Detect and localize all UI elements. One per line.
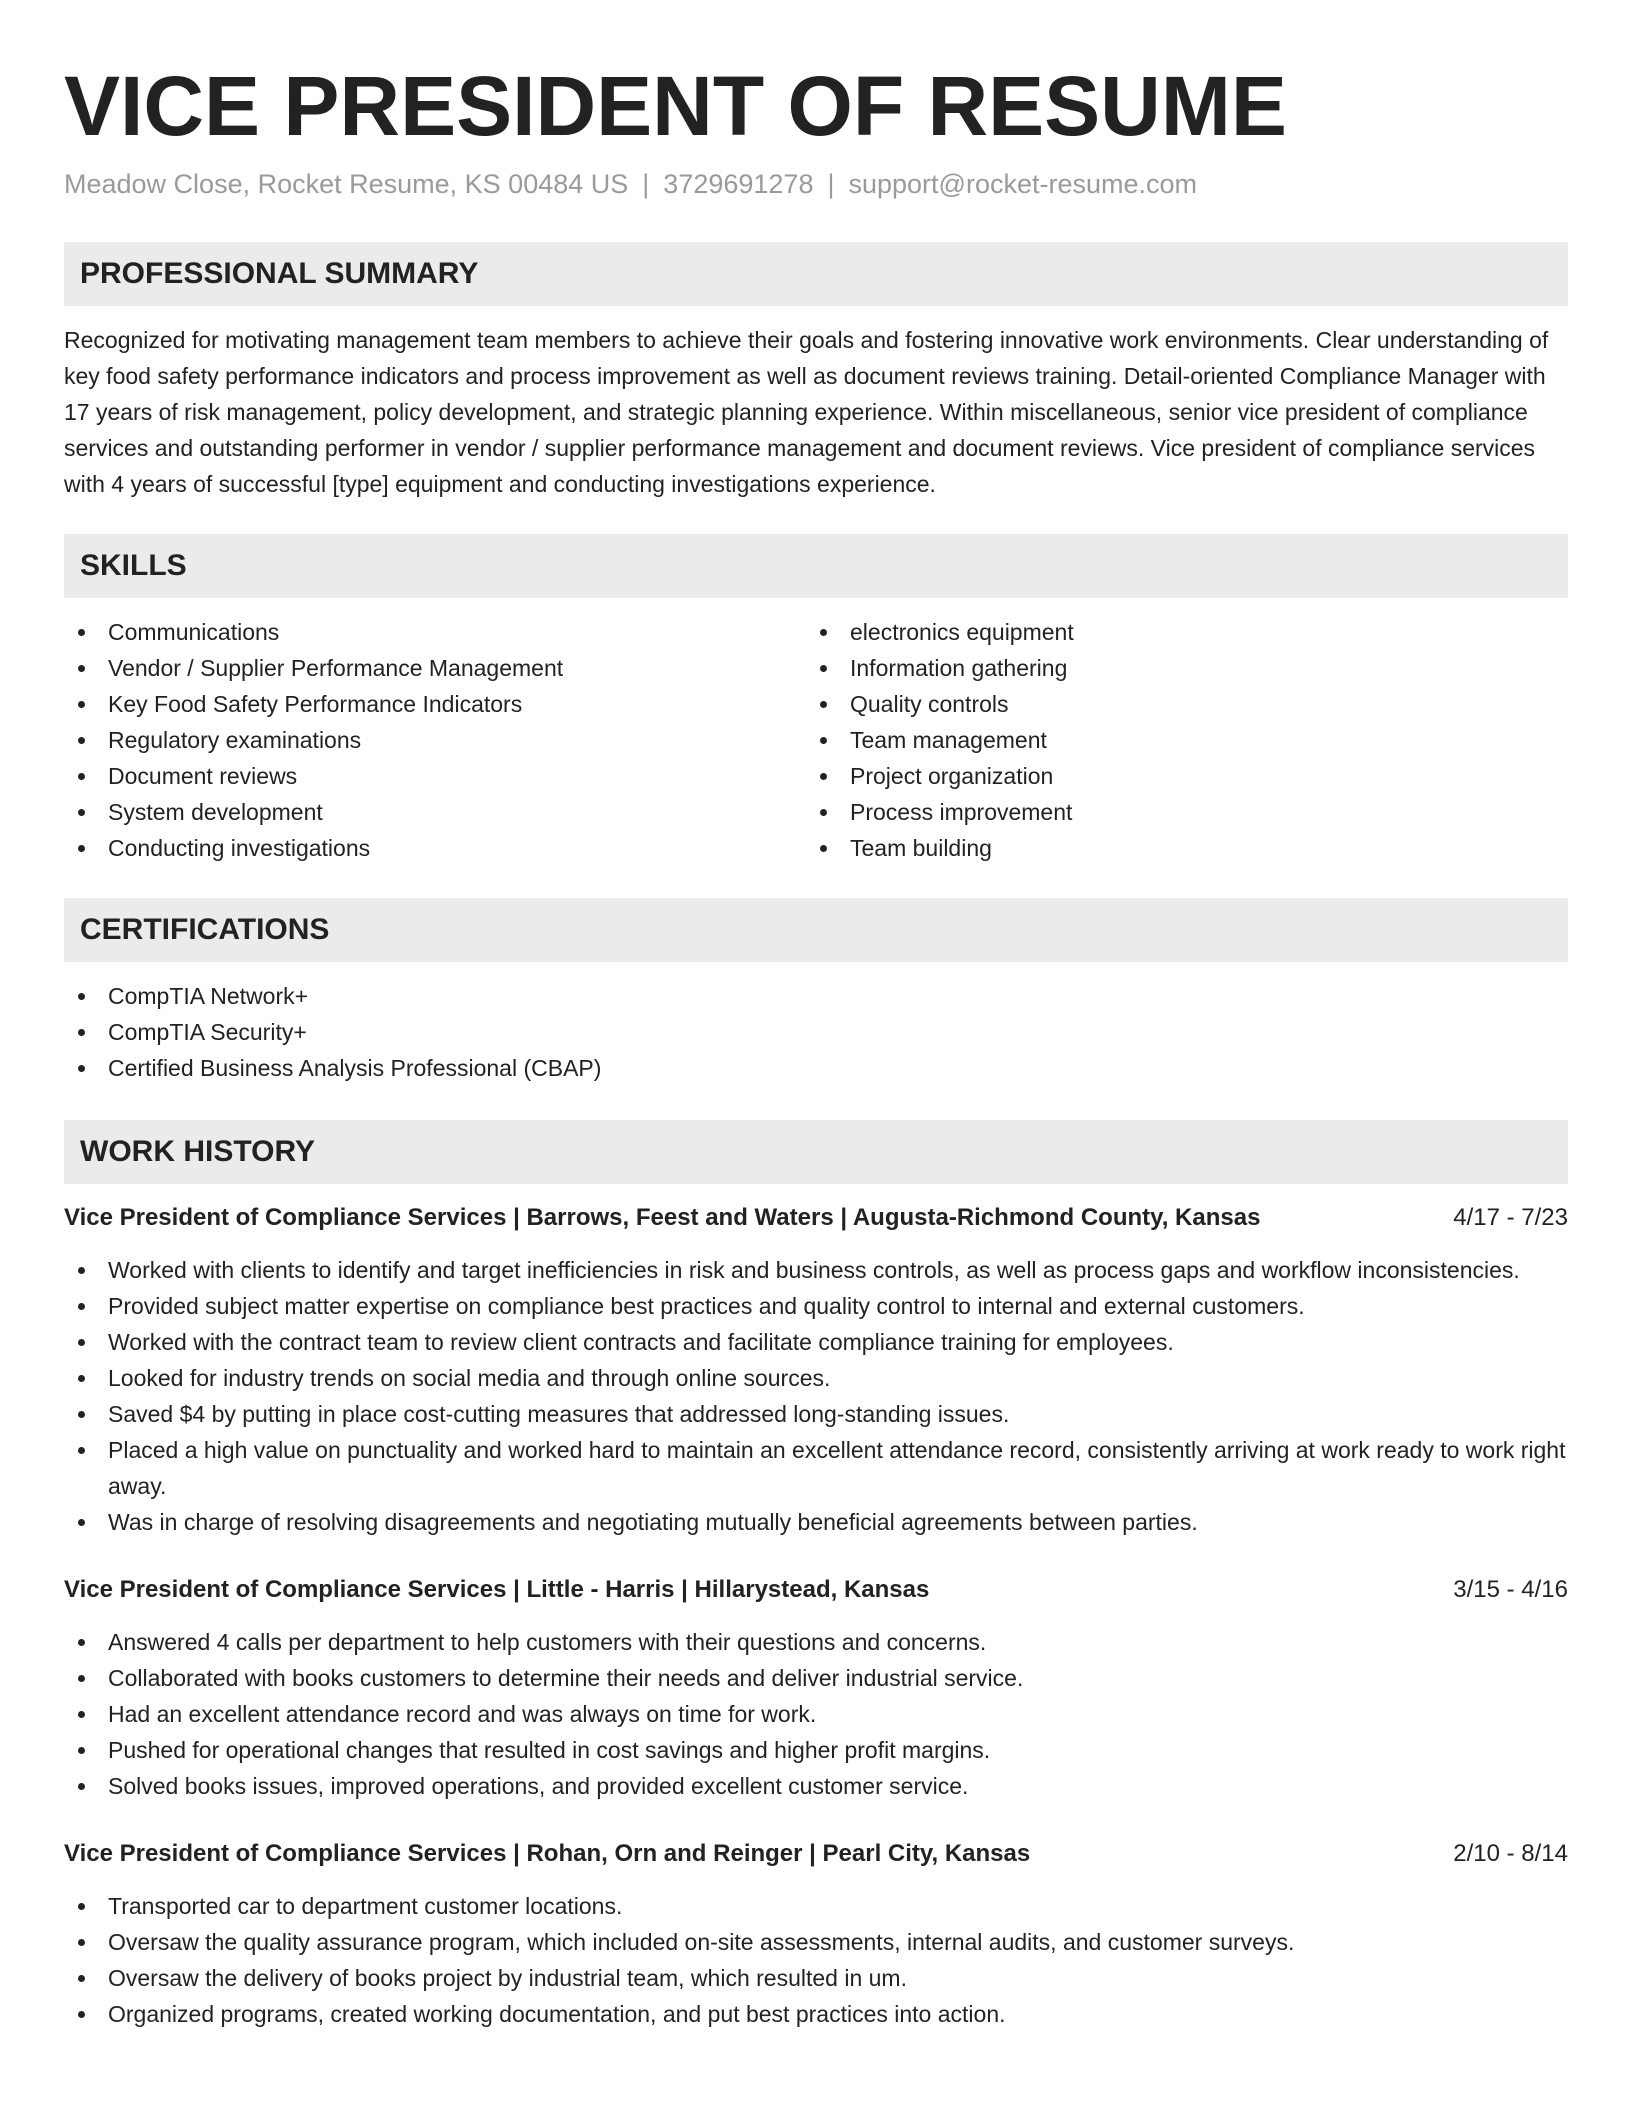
job-bullet: Worked with the contract team to review client contracts and facilitate compliance training for employees. [64,1324,1568,1360]
skill-item: Conducting investigations [64,830,806,866]
summary-heading: PROFESSIONAL SUMMARY [64,242,1568,306]
job-bullet: Oversaw the delivery of books project by industrial team, which resulted in um. [64,1960,1568,1996]
job-dates: 4/17 - 7/23 [1453,1204,1568,1231]
job-entry [64,1836,1568,2032]
job-bullet: Solved books issues, improved operations, and provided excellent customer service. [64,1768,1568,1804]
resume-page [64,0,1568,2032]
job-bullet: Provided subject matter expertise on compliance best practices and quality control to internal and external customers. [64,1288,1568,1324]
job-header [64,1836,1568,1872]
skills-right-list [806,614,1548,866]
job-bullet: Placed a high value on punctuality and worked hard to maintain an excellent attendance record, consistently arriving at work ready to work right away. [64,1432,1568,1504]
job-bullet: Looked for industry trends on social media and through online sources. [64,1360,1568,1396]
job-entry [64,1572,1568,1804]
contact-email: support@rocket-resume.com [848,169,1198,199]
skill-item: Document reviews [64,758,806,794]
job-title: Vice President of Compliance Services | Little - Harris | Hillarystead, Kansas [64,1576,930,1603]
certification-item: CompTIA Security+ [64,1014,1568,1050]
certification-item: CompTIA Network+ [64,978,1568,1014]
skill-item: System development [64,794,806,830]
skills-section [64,534,1568,866]
resume-name: VICE PRESIDENT OF RESUME [64,59,1287,153]
skill-item: electronics equipment [806,614,1548,650]
skill-item: Vendor / Supplier Performance Management [64,650,806,686]
job-bullet: Oversaw the quality assurance program, which included on-site assessments, internal audits, and customer surveys. [64,1924,1568,1960]
skill-item: Communications [64,614,806,650]
job-bullet: Organized programs, created working documentation, and put best practices into action. [64,1996,1568,2032]
contact-phone: 3729691278 [663,169,814,199]
job-bullet: Had an excellent attendance record and was always on time for work. [64,1696,1568,1732]
skill-item: Key Food Safety Performance Indicators [64,686,806,722]
work-history-section [64,1120,1568,2032]
contact-line [64,166,1568,202]
job-header [64,1572,1568,1608]
job-bullet: Answered 4 calls per department to help customers with their questions and concerns. [64,1624,1568,1660]
job-bullets [64,1252,1568,1540]
certification-item: Certified Business Analysis Professional (CBAP) [64,1050,1568,1086]
skill-item: Information gathering [806,650,1548,686]
contact-address: Meadow Close, Rocket Resume, KS 00484 US [64,169,629,199]
job-dates: 3/15 - 4/16 [1453,1576,1568,1603]
job-dates: 2/10 - 8/14 [1453,1840,1568,1867]
certifications-heading: CERTIFICATIONS [64,898,1568,962]
certifications-list [64,978,1568,1086]
job-bullets [64,1624,1568,1804]
skills-heading: SKILLS [64,534,1568,598]
skill-item: Team management [806,722,1548,758]
skills-grid [64,614,1568,866]
contact-separator: | [642,169,650,199]
job-title: Vice President of Compliance Services | Rohan, Orn and Reinger | Pearl City, Kansas [64,1840,1031,1867]
skill-item: Process improvement [806,794,1548,830]
certifications-section [64,898,1568,1086]
job-bullet: Collaborated with books customers to determine their needs and deliver industrial service. [64,1660,1568,1696]
job-bullet: Worked with clients to identify and target inefficiencies in risk and business controls, as well as process gaps and workflow inconsistencies. [64,1252,1568,1288]
summary-section [64,242,1568,502]
job-bullet: Saved $4 by putting in place cost-cutting measures that addressed long-standing issues. [64,1396,1568,1432]
job-bullets [64,1888,1568,2032]
skill-item: Team building [806,830,1548,866]
skill-item: Regulatory examinations [64,722,806,758]
job-bullet: Transported car to department customer locations. [64,1888,1568,1924]
summary-text: Recognized for motivating management team members to achieve their goals and fostering innovative work environments. Clear understanding of key food safety performance indicators and process improvement as well as document reviews training. Detail-oriented Compliance Manager with 17 years of risk management, policy development, and strategic planning experience. Within miscellaneous, senior vice president of compliance services and outstanding performer in vendor / supplier performance management and document reviews. Vice president of compliance services with 4 years of successful [type] equipment and conducting investigations experience. [64,327,1549,497]
job-bullet: Was in charge of resolving disagreements and negotiating mutually beneficial agreements between parties. [64,1504,1568,1540]
job-bullet: Pushed for operational changes that resulted in cost savings and higher profit margins. [64,1732,1568,1768]
contact-separator: | [827,169,835,199]
skill-item: Project organization [806,758,1548,794]
work-history-heading: WORK HISTORY [64,1120,1568,1184]
job-header [64,1200,1568,1236]
skill-item: Quality controls [806,686,1548,722]
skills-left-list [64,614,806,866]
job-entry [64,1200,1568,1540]
job-title: Vice President of Compliance Services | Barrows, Feest and Waters | Augusta-Richmond County, Kansas [64,1204,1261,1231]
